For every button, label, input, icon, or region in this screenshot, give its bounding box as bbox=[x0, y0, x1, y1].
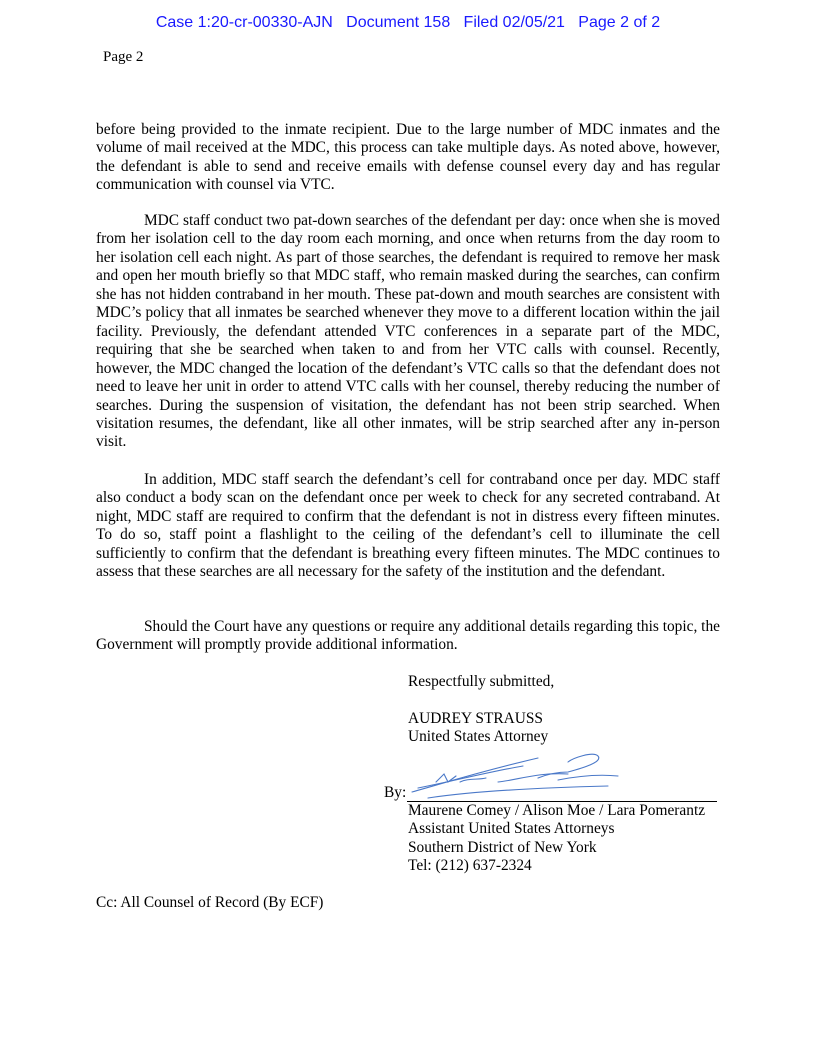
attorney-title: United States Attorney bbox=[408, 728, 549, 746]
paragraph-text: Should the Court have any questions or require any additional details regarding this topic, the Government will promptly provide additional information. bbox=[96, 618, 720, 654]
paragraph-text: In addition, MDC staff search the defendant’s cell for contraband once per day. MDC staff also conduct a body scan on the defendant once per week to check for any secreted contraband. At night, MDC staff are required to confirm that the defendant is not in distress every fifteen minutes. To do so, staff point a flashlight to the ceiling of the defendant’s cell to illuminate the cell sufficiently to confirm that the defendant is breathing every fifteen minutes. The MDC continues to assess that these searches are all necessary for the safety of the institution and the defendant. bbox=[96, 471, 720, 581]
body-paragraph-3 bbox=[96, 471, 720, 582]
cc-line: Cc: All Counsel of Record (By ECF) bbox=[96, 894, 324, 911]
paragraph-text: MDC staff conduct two pat-down searches of the defendant per day: once when she is moved from her isolation cell to the day room each morning, and once when returns from the day room to her isolation cell each night. As part of those searches, the defendant is required to remove her mask and open her mouth briefly so that MDC staff, who remain masked during the searches, can confirm she has not hidden contraband in her mouth. These pat-down and mouth searches are consistent with MDC’s policy that all inmates be searched whenever they move to a different location within the jail facility. Previously, the defendant attended VTC conferences in a separate part of the MDC, requiring that she be searched when taken to and from her VTC calls with counsel. Recently, however, the MDC changed the location of the defendant’s VTC calls so that the defendant does not need to leave her unit in order to attend VTC calls with her counsel, thereby reducing the number of searches. During the suspension of visitation, the defendant has not been strip searched. When visitation resumes, the defendant, like all other inmates, will be strip searched after any in-person visit. bbox=[96, 212, 720, 451]
district: Southern District of New York bbox=[408, 838, 597, 856]
ecf-filing-stamp: Case 1:20-cr-00330-AJN Document 158 Filed 02/05/21 Page 2 of 2 bbox=[155, 14, 661, 31]
signature-line bbox=[407, 787, 717, 802]
us-attorney-block bbox=[408, 710, 548, 747]
phone-number: Tel: (212) 637-2324 bbox=[408, 857, 532, 875]
body-paragraph-2 bbox=[96, 212, 720, 452]
page-number-label: Page 2 bbox=[103, 49, 144, 65]
body-paragraph-4 bbox=[96, 618, 720, 655]
signer-title: Assistant United States Attorneys bbox=[408, 820, 615, 838]
body-paragraph-1 bbox=[96, 121, 720, 195]
signer-names: Maurene Comey / Alison Moe / Lara Pomerantz bbox=[408, 802, 706, 819]
by-label: By: bbox=[384, 784, 407, 801]
paragraph-text: before being provided to the inmate recipient. Due to the large number of MDC inmates and the volume of mail received at the MDC, this process can take multiple days. As noted above, however, the defendant is able to send and receive emails with defense counsel every day and has regular communication with counsel via VTC. bbox=[96, 121, 720, 194]
closing-salutation: Respectfully submitted, bbox=[408, 673, 555, 690]
signature-line-row bbox=[384, 784, 717, 802]
attorney-name: AUDREY STRAUSS bbox=[408, 710, 543, 727]
signer-details bbox=[408, 802, 705, 876]
